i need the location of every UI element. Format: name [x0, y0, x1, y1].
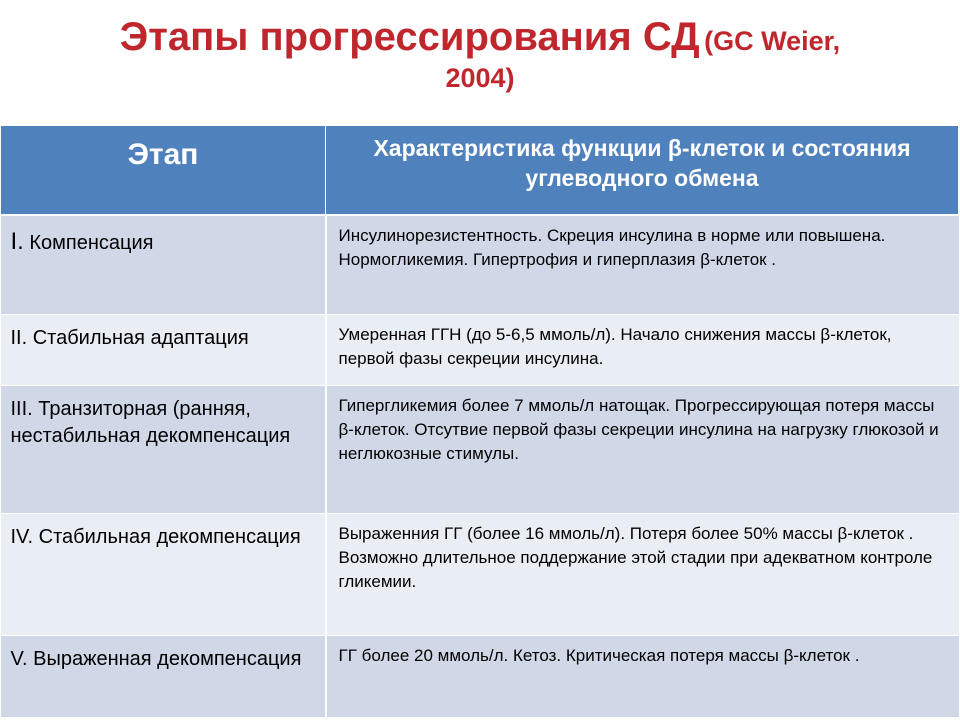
stage-cell: [1, 314, 326, 385]
stage-cell: [1, 215, 326, 314]
stage-numeral: I.: [10, 228, 24, 255]
stage-name: Выраженная декомпенсация: [27, 647, 302, 670]
stage-cell: [1, 513, 326, 635]
title-citation-year: 2004): [445, 63, 515, 93]
table-row: [1, 385, 959, 513]
stages-table: [0, 125, 959, 718]
stage-name: Стабильная адаптация: [27, 326, 249, 349]
header-stage: Этап: [1, 126, 326, 216]
description-cell: Умеренная ГГН (до 5-6,5 ммоль/л). Начало снижения массы β-клеток, первой фазы секреции инсулина.: [326, 314, 959, 385]
header-characteristic: Характеристика функции β-клеток и состояния углеводного обмена: [326, 126, 959, 216]
description-cell: ГГ более 20 ммоль/л. Кетоз. Критическая потеря массы β-клеток .: [326, 635, 959, 717]
table-header-row: [1, 126, 959, 216]
stage-name: Транзиторная (ранняя, нестабильная декомпенсация: [10, 397, 291, 447]
stage-numeral: III.: [10, 397, 33, 420]
stage-numeral: II.: [10, 326, 28, 349]
table-row: [1, 314, 959, 385]
stage-numeral: IV.: [10, 525, 34, 548]
stage-cell: [1, 385, 326, 513]
stage-name: Компенсация: [23, 232, 154, 254]
title-main: Этапы прогрессирования СД: [119, 15, 700, 59]
table-row: [1, 513, 959, 635]
description-cell: Гипергликемия более 7 ммоль/л натощак. Прогрессирующая потеря массы β-клеток. Отсутвие первой фазы секреции инсулина на нагрузку глюкозой и неглюкозные стимулы.: [326, 385, 959, 513]
stage-name: Стабильная декомпенсация: [33, 525, 301, 548]
stage-cell: [1, 635, 326, 717]
description-cell: Выраженния ГГ (более 16 ммоль/л). Потеря более 50% массы β-клеток . Возможно длительное поддержание этой стадии при адекватном контроле гликемии.: [326, 513, 959, 635]
stage-numeral: V.: [10, 647, 28, 670]
table-row: [1, 215, 959, 314]
slide-title: [40, 12, 920, 96]
title-citation: (GC Weier,: [704, 26, 841, 56]
table-row: [1, 635, 959, 717]
description-cell: Инсулинорезистентность. Скреция инсулина в норме или повышена. Нормогликемия. Гипертрофия и гиперплазия β-клеток .: [326, 215, 959, 314]
